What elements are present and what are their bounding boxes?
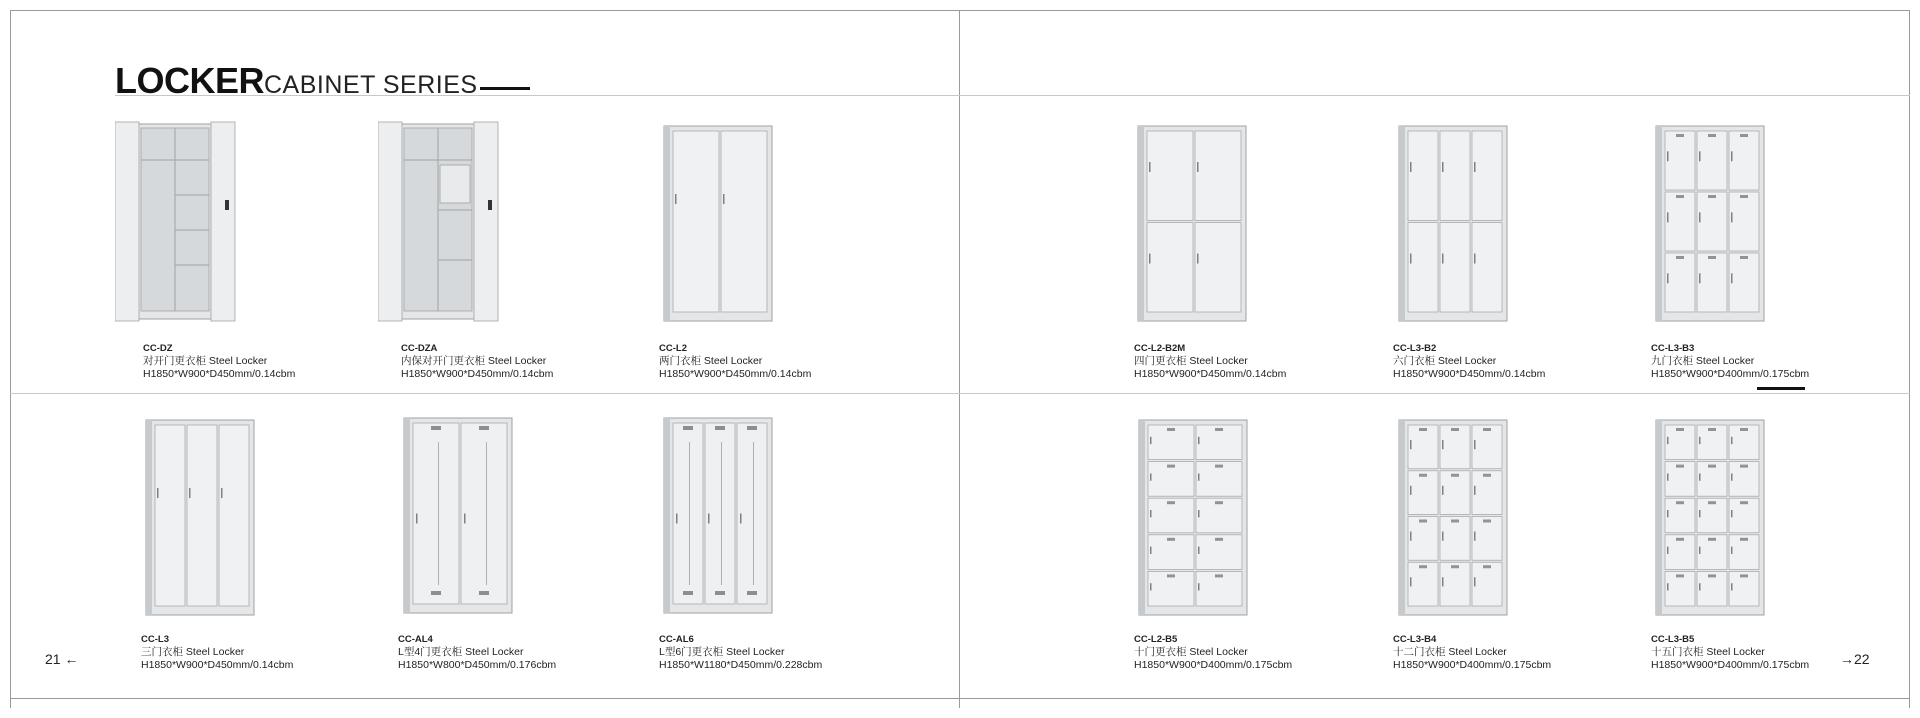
product-name: 六门衣柜 Steel Locker <box>1393 355 1497 367</box>
product-code: CC-L2-B2M <box>1134 343 1186 354</box>
product-cc-al6 <box>658 414 898 624</box>
arrow-right-icon: → <box>1840 651 1854 667</box>
product-caption <box>1393 633 1551 672</box>
title-bold: LOCKER <box>115 60 264 101</box>
product-name: 两门衣柜 Steel Locker <box>659 355 763 367</box>
product-spec: H1850*W900*D450mm/0.14cbm <box>659 368 812 380</box>
product-caption <box>401 342 553 381</box>
product-code: CC-L3 <box>141 634 169 645</box>
product-code: CC-DZ <box>143 343 173 354</box>
product-spec: H1850*W800*D450mm/0.176cbm <box>398 659 557 671</box>
product-cc-dza <box>378 120 618 330</box>
product-cc-dz <box>115 120 355 330</box>
product-spec: H1850*W900*D400mm/0.175cbm <box>1134 659 1293 671</box>
product-caption <box>1651 633 1809 672</box>
product-name: 十五门衣柜 Steel Locker <box>1651 646 1765 658</box>
product-name: 四门更衣柜 Steel Locker <box>1134 355 1248 367</box>
locker-image <box>1393 416 1533 626</box>
product-caption <box>659 633 822 672</box>
locker-image <box>658 122 798 332</box>
locker-image <box>140 416 280 626</box>
product-caption <box>1651 342 1809 381</box>
product-code: CC-L3-B5 <box>1651 634 1695 645</box>
page-fold-divider <box>959 10 960 708</box>
product-name: 三门衣柜 Steel Locker <box>141 646 245 658</box>
product-name: 十二门衣柜 Steel Locker <box>1393 646 1507 658</box>
product-cc-l2-b2m <box>1132 122 1372 332</box>
product-caption <box>141 633 293 672</box>
frame-left-border <box>10 10 11 708</box>
locker-image <box>1393 122 1533 332</box>
frame-right-border <box>1909 10 1910 708</box>
product-caption <box>1134 633 1292 672</box>
product-caption <box>1393 342 1545 381</box>
page-number-right-value: 22 <box>1854 651 1870 667</box>
product-code: CC-L3-B3 <box>1651 343 1695 354</box>
product-cc-l2-b5 <box>1133 416 1373 626</box>
locker-image <box>1650 122 1790 332</box>
page-number-right <box>1840 651 1870 667</box>
product-spec: H1850*W900*D450mm/0.14cbm <box>401 368 554 380</box>
product-spec: H1850*W900*D400mm/0.175cbm <box>1393 659 1552 671</box>
product-spec: H1850*W900*D450mm/0.14cbm <box>143 368 296 380</box>
product-caption <box>659 342 811 381</box>
locker-image <box>115 120 255 330</box>
title-rest: CABINET SERIES <box>264 71 478 99</box>
page-number-left-value: 21 <box>45 651 61 667</box>
product-code: CC-L2 <box>659 343 687 354</box>
product-caption <box>398 633 556 672</box>
frame-top-border <box>10 10 1910 11</box>
product-name: 内保对开门更衣柜 Steel Locker <box>401 355 547 367</box>
product-code: CC-L2-B5 <box>1134 634 1178 645</box>
row-divider <box>10 393 1910 394</box>
product-code: CC-L3-B2 <box>1393 343 1437 354</box>
product-spec: H1850*W1180*D450mm/0.228cbm <box>659 659 823 671</box>
product-name: L型6门更衣柜 Steel Locker <box>659 646 785 658</box>
locker-image <box>658 414 798 624</box>
title-underline <box>480 87 530 90</box>
arrow-left-icon: ← <box>64 651 79 667</box>
product-name: 九门衣柜 Steel Locker <box>1651 355 1755 367</box>
product-code: CC-DZA <box>401 343 438 354</box>
product-code: CC-AL6 <box>659 634 694 645</box>
product-caption <box>143 342 295 381</box>
product-cc-l3-b2 <box>1393 122 1633 332</box>
product-spec: H1850*W900*D450mm/0.14cbm <box>1134 368 1287 380</box>
product-spec: H1850*W900*D400mm/0.175cbm <box>1651 368 1810 380</box>
product-cc-al4 <box>398 414 638 624</box>
product-cc-l3-b5 <box>1650 416 1890 626</box>
locker-image <box>1133 416 1273 626</box>
locker-image <box>378 120 518 330</box>
product-cc-l3-b3 <box>1650 122 1890 332</box>
product-caption <box>1134 342 1286 381</box>
product-cc-l2 <box>658 122 898 332</box>
decorative-line <box>1757 387 1805 390</box>
product-name: L型4门更衣柜 Steel Locker <box>398 646 524 658</box>
frame-bottom-border <box>10 698 1910 699</box>
locker-image <box>398 414 538 624</box>
product-cc-l3 <box>140 416 380 626</box>
product-spec: H1850*W900*D450mm/0.14cbm <box>141 659 294 671</box>
locker-image <box>1650 416 1790 626</box>
product-code: CC-L3-B4 <box>1393 634 1437 645</box>
page-number-left <box>45 651 78 667</box>
product-code: CC-AL4 <box>398 634 433 645</box>
product-name: 对开门更衣柜 Steel Locker <box>143 355 268 367</box>
page-title <box>115 60 530 102</box>
product-cc-l3-b4 <box>1393 416 1633 626</box>
product-spec: H1850*W900*D400mm/0.175cbm <box>1651 659 1810 671</box>
locker-image <box>1132 122 1272 332</box>
product-name: 十门更衣柜 Steel Locker <box>1134 646 1248 658</box>
product-spec: H1850*W900*D450mm/0.14cbm <box>1393 368 1546 380</box>
